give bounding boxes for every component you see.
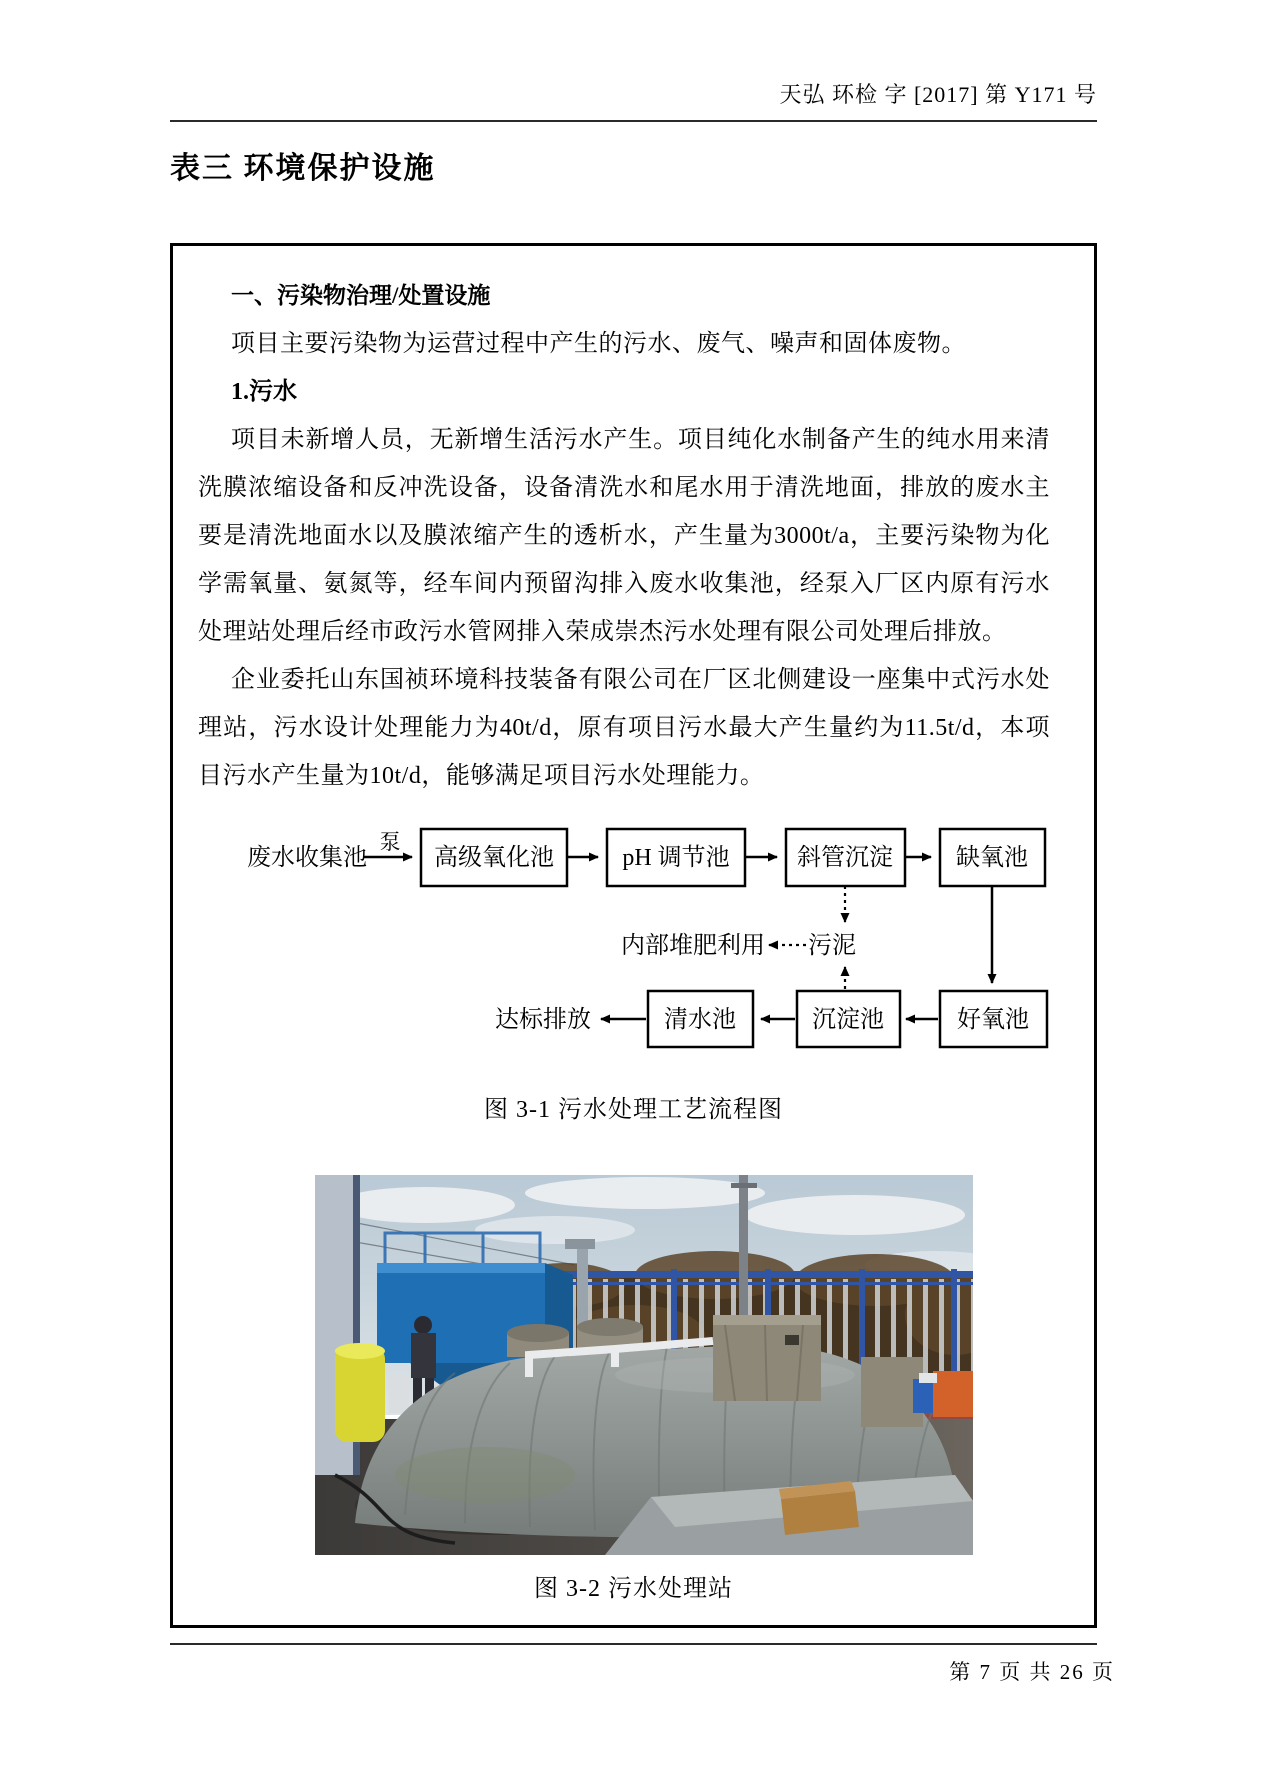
flow-node-clear-water: 清水池 bbox=[664, 1007, 736, 1033]
page-number: 第 7 页 共 26 页 bbox=[949, 1660, 1115, 1684]
figure-3-1-caption: 图 3-1 污水处理工艺流程图 bbox=[484, 1097, 783, 1123]
flow-node-oxidation: 高级氧化池 bbox=[434, 845, 554, 871]
dome-stain bbox=[395, 1447, 575, 1503]
wastewater-process-flowchart bbox=[173, 821, 1094, 1061]
document-reference-number: 天弘 环检 字 [2017] 第 Y171 号 bbox=[779, 82, 1097, 107]
flow-node-sludge: 污泥 bbox=[808, 933, 856, 959]
photo-sewage-treatment-station bbox=[315, 1175, 973, 1555]
page-title: 表三 环境保护设施 bbox=[170, 152, 436, 185]
cardboard-box bbox=[779, 1481, 859, 1535]
flow-node-sedimentation: 沉淀池 bbox=[812, 1007, 884, 1033]
header-divider bbox=[170, 120, 1097, 122]
content-frame bbox=[170, 243, 1097, 1628]
flow-node-collection-pool: 废水收集池 bbox=[247, 845, 367, 871]
flow-node-ph: pH 调节池 bbox=[622, 845, 730, 871]
photo-canvas bbox=[315, 1175, 973, 1555]
paragraph-wastewater-2: 企业委托山东国祯环境科技装备有限公司在厂区北侧建设一座集中式污水处理站，污水设计处理能力为40t/d，原有项目污水最大产生量约为11.5t/d，本项目污水产生量为10t/d，能够满足项目污水处理能力。 bbox=[198, 667, 1050, 789]
paragraph-wastewater-1: 项目未新增人员，无新增生活污水产生。项目纯化水制备产生的纯水用来清洗膜浓缩设备和反冲洗设备，设备清洗水和尾水用于清洗地面，排放的废水主要是清洗地面水以及膜浓缩产生的透析水，产生量为3000t/a，主要污染物为化学需氧量、氨氮等，经车间内预留沟排入废水收集池，经泵入厂区内原有污水处理站处理后经市政污水管网排入荣成崇杰污水处理有限公司处理后排放。 bbox=[198, 427, 1050, 645]
concrete-block-center bbox=[713, 1315, 821, 1401]
flow-node-aerobic: 好氧池 bbox=[957, 1007, 1029, 1033]
flow-node-compost: 内部堆肥利用 bbox=[621, 933, 765, 959]
flowchart-canvas bbox=[173, 821, 1094, 1061]
figure-3-2-caption: 图 3-2 污水处理站 bbox=[534, 1576, 733, 1602]
pump-unit bbox=[913, 1371, 973, 1417]
section-heading-pollution-facilities: 一、污染物治理/处置设施 bbox=[231, 283, 491, 308]
sub-heading-wastewater: 1.污水 bbox=[231, 379, 297, 405]
flow-label-pump: 泵 bbox=[379, 830, 401, 854]
yellow-barrel bbox=[335, 1343, 385, 1442]
footer-divider bbox=[170, 1643, 1097, 1645]
text-column bbox=[198, 272, 1050, 800]
flow-node-anoxic: 缺氧池 bbox=[956, 845, 1028, 871]
paragraph-intro: 项目主要污染物为运营过程中产生的污水、废气、噪声和固体废物。 bbox=[231, 331, 966, 357]
white-jug bbox=[389, 1375, 409, 1413]
flow-node-discharge: 达标排放 bbox=[495, 1007, 591, 1033]
flow-node-inclined-sedimentation: 斜管沉淀 bbox=[797, 845, 893, 871]
